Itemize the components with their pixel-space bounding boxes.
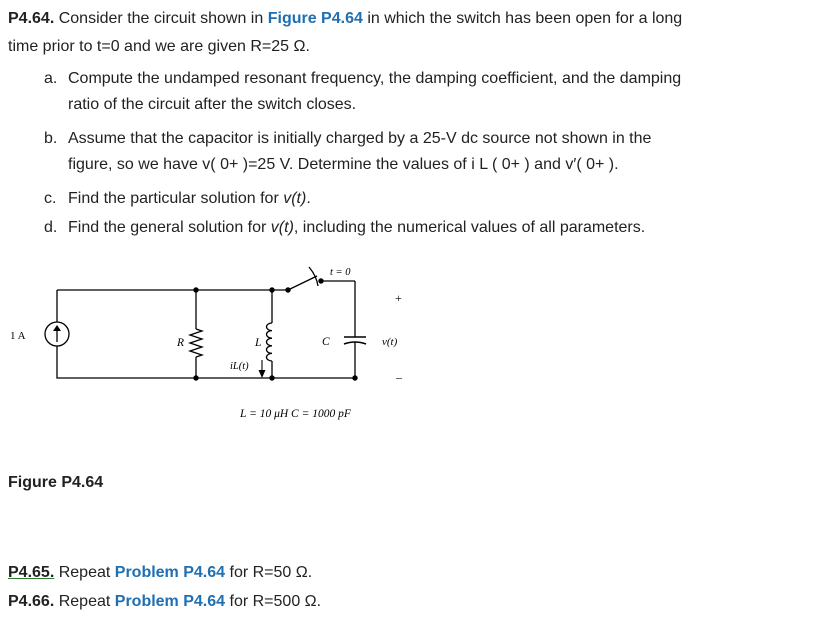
- circuit-diagram: [0, 255, 440, 430]
- part-c-pre: Find the particular solution for: [68, 190, 284, 207]
- problem-p4-66: [8, 589, 321, 615]
- problem-p4-65: [8, 560, 312, 586]
- problem-p4-64-link[interactable]: Problem P4.64: [114, 564, 226, 581]
- resistor-zigzag-icon: [190, 329, 202, 357]
- problem-p4-64-link[interactable]: Problem P4.64: [114, 593, 226, 610]
- part-d-text: [68, 215, 645, 241]
- problem-p4-64-intro: [8, 6, 682, 32]
- part-d-post: , including the numerical values of all parameters.: [293, 219, 646, 236]
- problem-text-pre: Repeat: [58, 564, 111, 581]
- problem-number: P4.65.: [8, 564, 55, 581]
- figure-caption: Figure P4.64: [8, 474, 104, 491]
- intro-text-1: Consider the circuit shown in: [58, 10, 264, 27]
- capacitor: [322, 336, 366, 348]
- current-source: [10, 322, 69, 346]
- problem-number: P4.66.: [8, 593, 55, 610]
- circuit-nodes: [193, 278, 357, 380]
- voltage-minus: –: [396, 370, 402, 384]
- part-b-line2: figure, so we have v( 0+ )=25 V. Determine the values of i L ( 0+ ) and v′( 0+ ).: [68, 156, 619, 173]
- switch-label: t = 0: [330, 267, 351, 278]
- part-b-line1: Assume that the capacitor is initially charged by a 25-V dc source not shown in the: [68, 130, 652, 147]
- inductor-current-label: iL(t): [230, 361, 249, 372]
- capacitor-label: C: [322, 336, 330, 348]
- part-a-line1: Compute the undamped resonant frequency, the damping coefficient, and the damping: [68, 70, 682, 87]
- inductor-label: L: [255, 337, 262, 349]
- part-marker: a.: [44, 70, 58, 87]
- inductor: [230, 323, 272, 378]
- part-c-post: .: [306, 190, 311, 207]
- problem-number: P4.64.: [8, 10, 55, 27]
- part-d-pre: Find the general solution for: [68, 219, 271, 236]
- part-d-var: v(t): [270, 219, 294, 236]
- part-c-var: v(t): [283, 190, 307, 207]
- voltage-plus: +: [395, 291, 402, 305]
- circuit-wires: [57, 281, 355, 378]
- inductor-coil-icon: [266, 323, 272, 361]
- part-a-line2: ratio of the circuit after the switch closes.: [68, 96, 357, 113]
- voltage-label: v(t): [382, 336, 398, 348]
- figure-p4-64-link[interactable]: Figure P4.64: [267, 10, 363, 27]
- resistor-label: R: [177, 337, 185, 349]
- source-label: 1 A: [10, 330, 26, 342]
- part-marker: d.: [44, 219, 58, 236]
- part-marker: c.: [44, 190, 57, 207]
- part-marker: b.: [44, 130, 58, 147]
- problem-text-post: for R=50 Ω.: [229, 564, 313, 581]
- switch: [288, 267, 351, 290]
- problem-text-post: for R=500 Ω.: [229, 593, 322, 610]
- problem-text-pre: Repeat: [58, 593, 111, 610]
- component-values: L = 10 μH C = 1000 pF: [240, 408, 351, 420]
- resistor: [176, 329, 202, 357]
- voltage-annotation: [382, 291, 403, 384]
- problem-p4-64-intro-line2: time prior to t=0 and we are given R=25 Ω.: [8, 38, 310, 55]
- down-arrow-icon: [259, 370, 266, 378]
- part-c-text: [68, 186, 311, 212]
- intro-text-2: in which the switch has been open for a long: [367, 10, 683, 27]
